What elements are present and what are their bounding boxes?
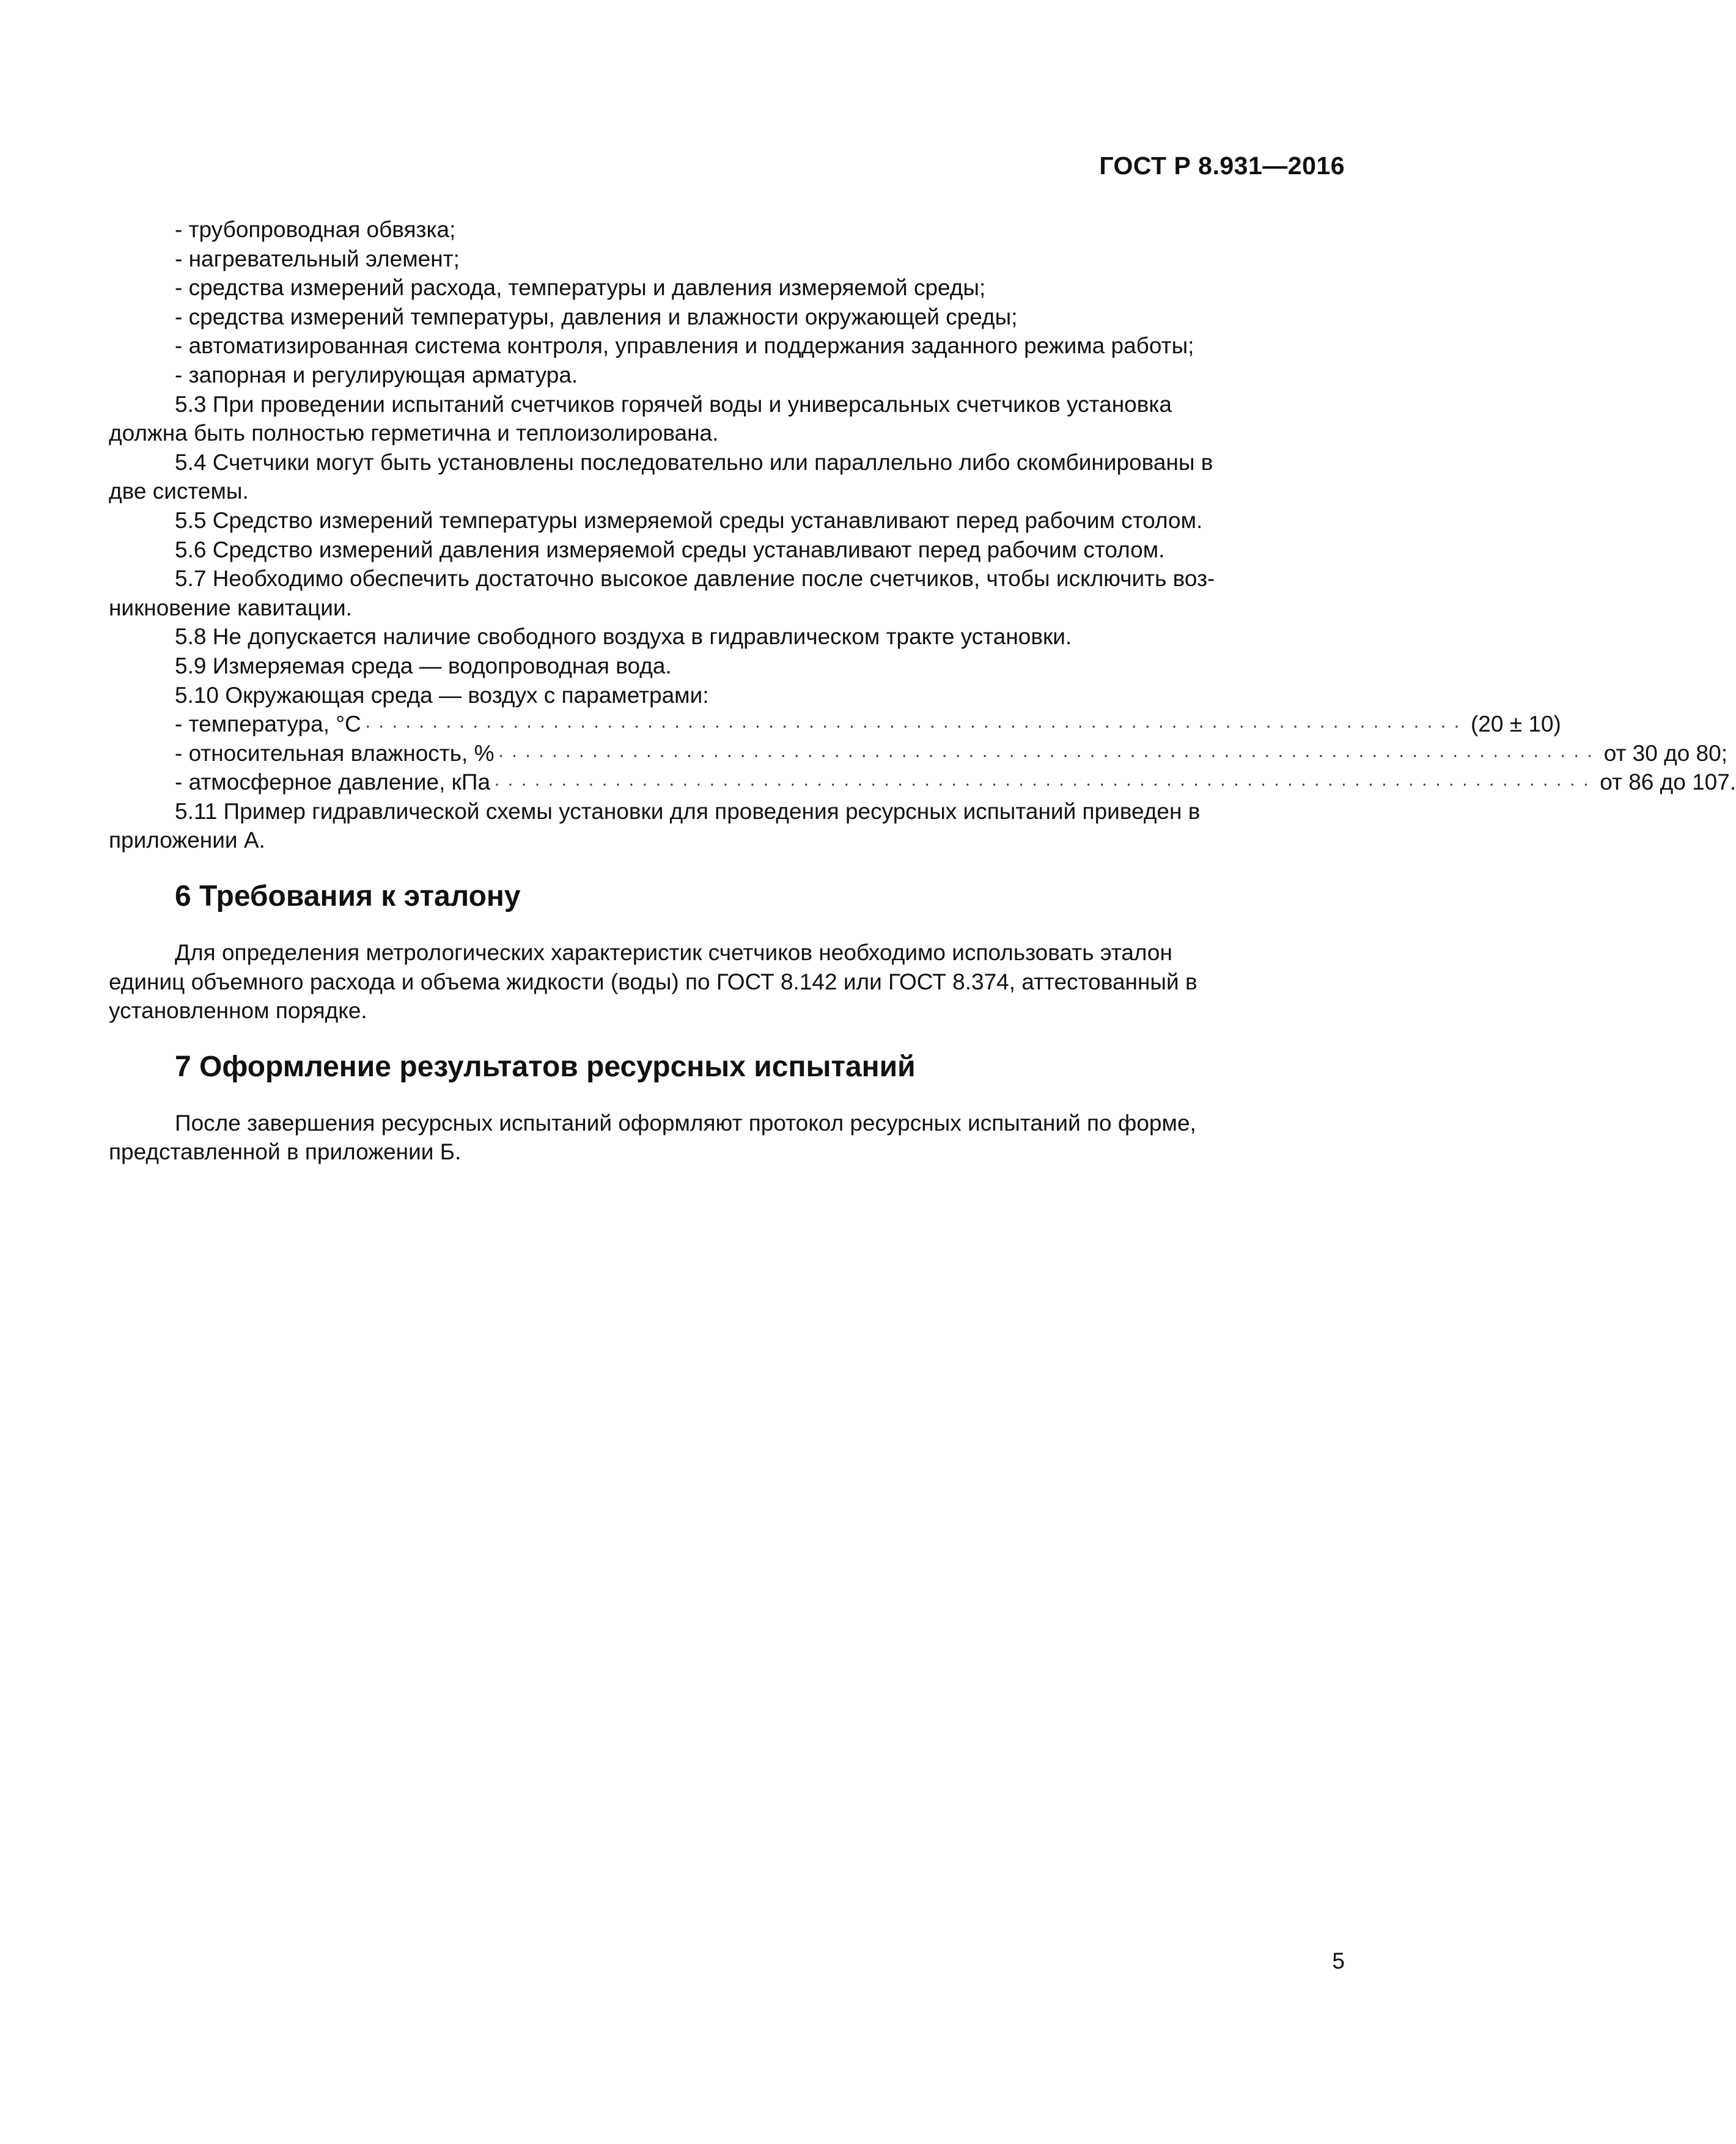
clause-5-6: 5.6 Средство измерений давления измеряемой среды устанавливают перед рабочим столом. [175,537,1165,562]
clause-5-4-line-2: две системы. [109,479,249,504]
parameter-value: от 86 до 107. [1600,769,1736,795]
clause-5-3-line-1: 5.3 При проведении испытаний счетчиков горячей воды и универсальных счетчиков установка [175,391,1172,417]
clause-5-3-line-2: должна быть полностью герметична и теплоизолирована. [109,420,719,446]
document-code-header: ГОСТ Р 8.931—2016 [1099,152,1345,180]
section-7-line-2: представленной в приложении Б. [109,1139,462,1165]
parameter-value: (20 ± 10) [1470,711,1561,737]
list-item: - средства измерений температуры, давления и влажности окружающей среды; [175,304,1018,329]
clause-5-10: 5.10 Окружающая среда — воздух с параметрами: [175,682,709,708]
leader-dots: ·················································································· [364,716,1467,736]
section-6-line-3: установленном порядке. [109,998,367,1024]
list-item: - запорная и регулирующая арматура. [175,362,578,387]
parameter-value: от 30 до 80; [1603,740,1727,766]
section-7-heading: 7 Оформление результатов ресурсных испытаний [175,1050,916,1083]
parameter-temperature [109,710,1561,739]
clause-5-8: 5.8 Не допускается наличие свободного воздуха в гидравлическом тракте установки. [175,624,1072,650]
section-6-heading: 6 Требования к эталону [175,880,521,913]
list-item: - автоматизированная система контроля, управления и поддержания заданного режима работы; [175,333,1194,359]
parameter-label: - атмосферное давление, кПа [175,769,491,795]
clause-5-7-line-1: 5.7 Необходимо обеспечить достаточно высокое давление после счетчиков, чтобы исключить воз- [175,566,1215,592]
list-item: - средства измерений расхода, температуры и давления измеряемой среды; [175,275,986,301]
section-6-line-1: Для определения метрологических характеристик счетчиков необходимо использовать эталон [175,940,1172,966]
parameter-label: - относительная влажность, % [175,740,495,766]
clause-5-9: 5.9 Измеряемая среда — водопроводная вода. [175,653,672,678]
list-item: - нагревательный элемент; [175,246,460,271]
clause-5-4-line-1: 5.4 Счетчики могут быть установлены последовательно или параллельно либо скомбинированы в [175,449,1213,475]
parameter-label: - температура, °С [175,711,361,737]
clause-5-5: 5.5 Средство измерений температуры измеряемой среды устанавливают перед рабочим столом. [175,507,1203,533]
section-7-line-1: После завершения ресурсных испытаний оформляют протокол ресурсных испытаний по форме, [175,1110,1196,1136]
leader-dots: ·················································································· [498,744,1600,765]
parameter-pressure [109,768,1736,797]
page-number: 5 [1332,1948,1345,1973]
leader-dots: ·················································································· [494,774,1597,795]
clause-5-11-line-2: приложении А. [109,828,265,853]
clause-5-11-line-1: 5.11 Пример гидравлической схемы установки для проведения ресурсных испытаний приведен в [175,798,1201,824]
document-body [109,215,1736,1167]
list-item: - трубопроводная обвязка; [175,217,456,242]
section-6-line-2: единиц объемного расхода и объема жидкости (воды) по ГОСТ 8.142 или ГОСТ 8.374, аттестованный в [109,969,1197,994]
parameter-humidity [109,739,1727,768]
clause-5-7-line-2: никновение кавитации. [109,595,352,620]
